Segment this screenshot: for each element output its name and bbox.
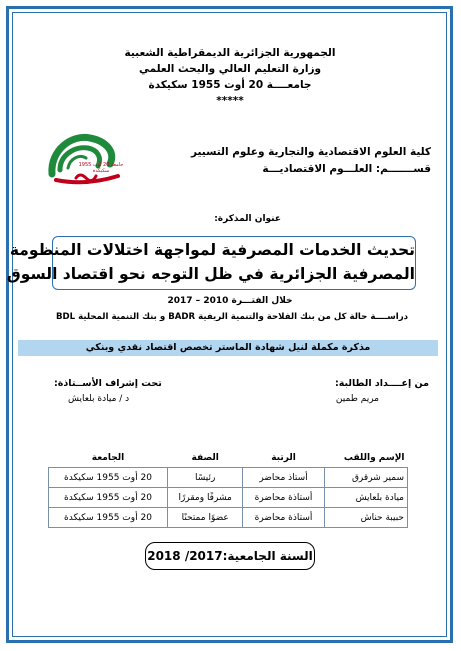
thesis-title-line2: المصرفية الجزائرية في ظل التوجه نحو اقتصاد السوق bbox=[6, 265, 415, 283]
table-row bbox=[49, 508, 408, 528]
header-name: الإسم واللقب bbox=[324, 448, 407, 468]
study-period: خلال الفتـــرة 2010 – 2017 bbox=[167, 296, 293, 306]
member-rank: أستاذة محاضرة bbox=[243, 508, 324, 528]
thesis-title-line1: تحديث الخدمات المصرفية لمواجهة اختلالات المنظومة bbox=[9, 241, 415, 259]
table-row bbox=[49, 488, 408, 508]
republic-line: الجمهورية الجزائرية الديمقراطية الشعبية bbox=[124, 47, 336, 59]
academic-year: السنة الجامعية:2017/ 2018 bbox=[147, 549, 313, 563]
academic-year-box bbox=[145, 542, 315, 570]
member-role: عضوًا ممتحنًا bbox=[167, 508, 243, 528]
faculty-name: كلية العلوم الاقتصادية والتجارية وعلوم التسيير bbox=[190, 146, 431, 158]
header-rank: الرتبة bbox=[243, 448, 324, 468]
university-line: جامعــــة 20 أوت 1955 سكيكدة bbox=[148, 79, 312, 91]
logo-caption: جامعة 20 أوت 1955 سكيكدة bbox=[78, 162, 124, 174]
committee-table bbox=[48, 448, 408, 528]
table-row bbox=[49, 468, 408, 488]
logo-emblem-icon bbox=[46, 128, 126, 190]
table-header-row bbox=[49, 448, 408, 468]
student-name: مريم طمين bbox=[335, 394, 379, 404]
ministry-line: وزارة التعليم العالي والبحث العلمي bbox=[138, 63, 322, 75]
stars-line: ***** bbox=[216, 95, 244, 107]
degree-text: مذكرة مكملة لنيل شهادة الماستر تخصص اقتصاد نقدي وبنكي bbox=[85, 342, 371, 353]
member-university: 20 أوت 1955 سكيكدة bbox=[49, 508, 168, 528]
header-role: الصفة bbox=[167, 448, 243, 468]
university-logo bbox=[46, 128, 126, 190]
member-name: ميادة بلعايش bbox=[324, 488, 407, 508]
member-rank: أستاذة محاضرة bbox=[243, 488, 324, 508]
degree-band bbox=[18, 340, 438, 356]
member-university: 20 أوت 1955 سكيكدة bbox=[49, 488, 168, 508]
department-name: العلـــوم الاقتصاديـــة bbox=[262, 163, 373, 175]
member-rank: أستاذ محاضر bbox=[243, 468, 324, 488]
member-role: مشرفًا ومقررًا bbox=[167, 488, 243, 508]
member-name: سمير شرقرق bbox=[324, 468, 407, 488]
memo-title-label: عنوان المذكرة: bbox=[214, 214, 281, 224]
student-label: من إعــــداد الطالبة: bbox=[334, 378, 429, 389]
case-study: دراســــة حالة كل من بنك الفلاحة والتنمية الريفية BADR و بنك التنمية المحلية BDL bbox=[55, 312, 409, 322]
supervisor-label: تحت إشراف الأســتاذة: bbox=[54, 378, 162, 389]
member-university: 20 أوت 1955 سكيكدة bbox=[49, 468, 168, 488]
header-university: الجامعة bbox=[49, 448, 168, 468]
member-role: رئيسًا bbox=[167, 468, 243, 488]
member-name: حبيبة حناش bbox=[324, 508, 407, 528]
title-box bbox=[6, 236, 416, 290]
department-line bbox=[141, 163, 431, 175]
department-prefix: قســـــــم: bbox=[375, 163, 431, 175]
supervisor-name: د / ميادة بلعايش bbox=[68, 394, 130, 404]
